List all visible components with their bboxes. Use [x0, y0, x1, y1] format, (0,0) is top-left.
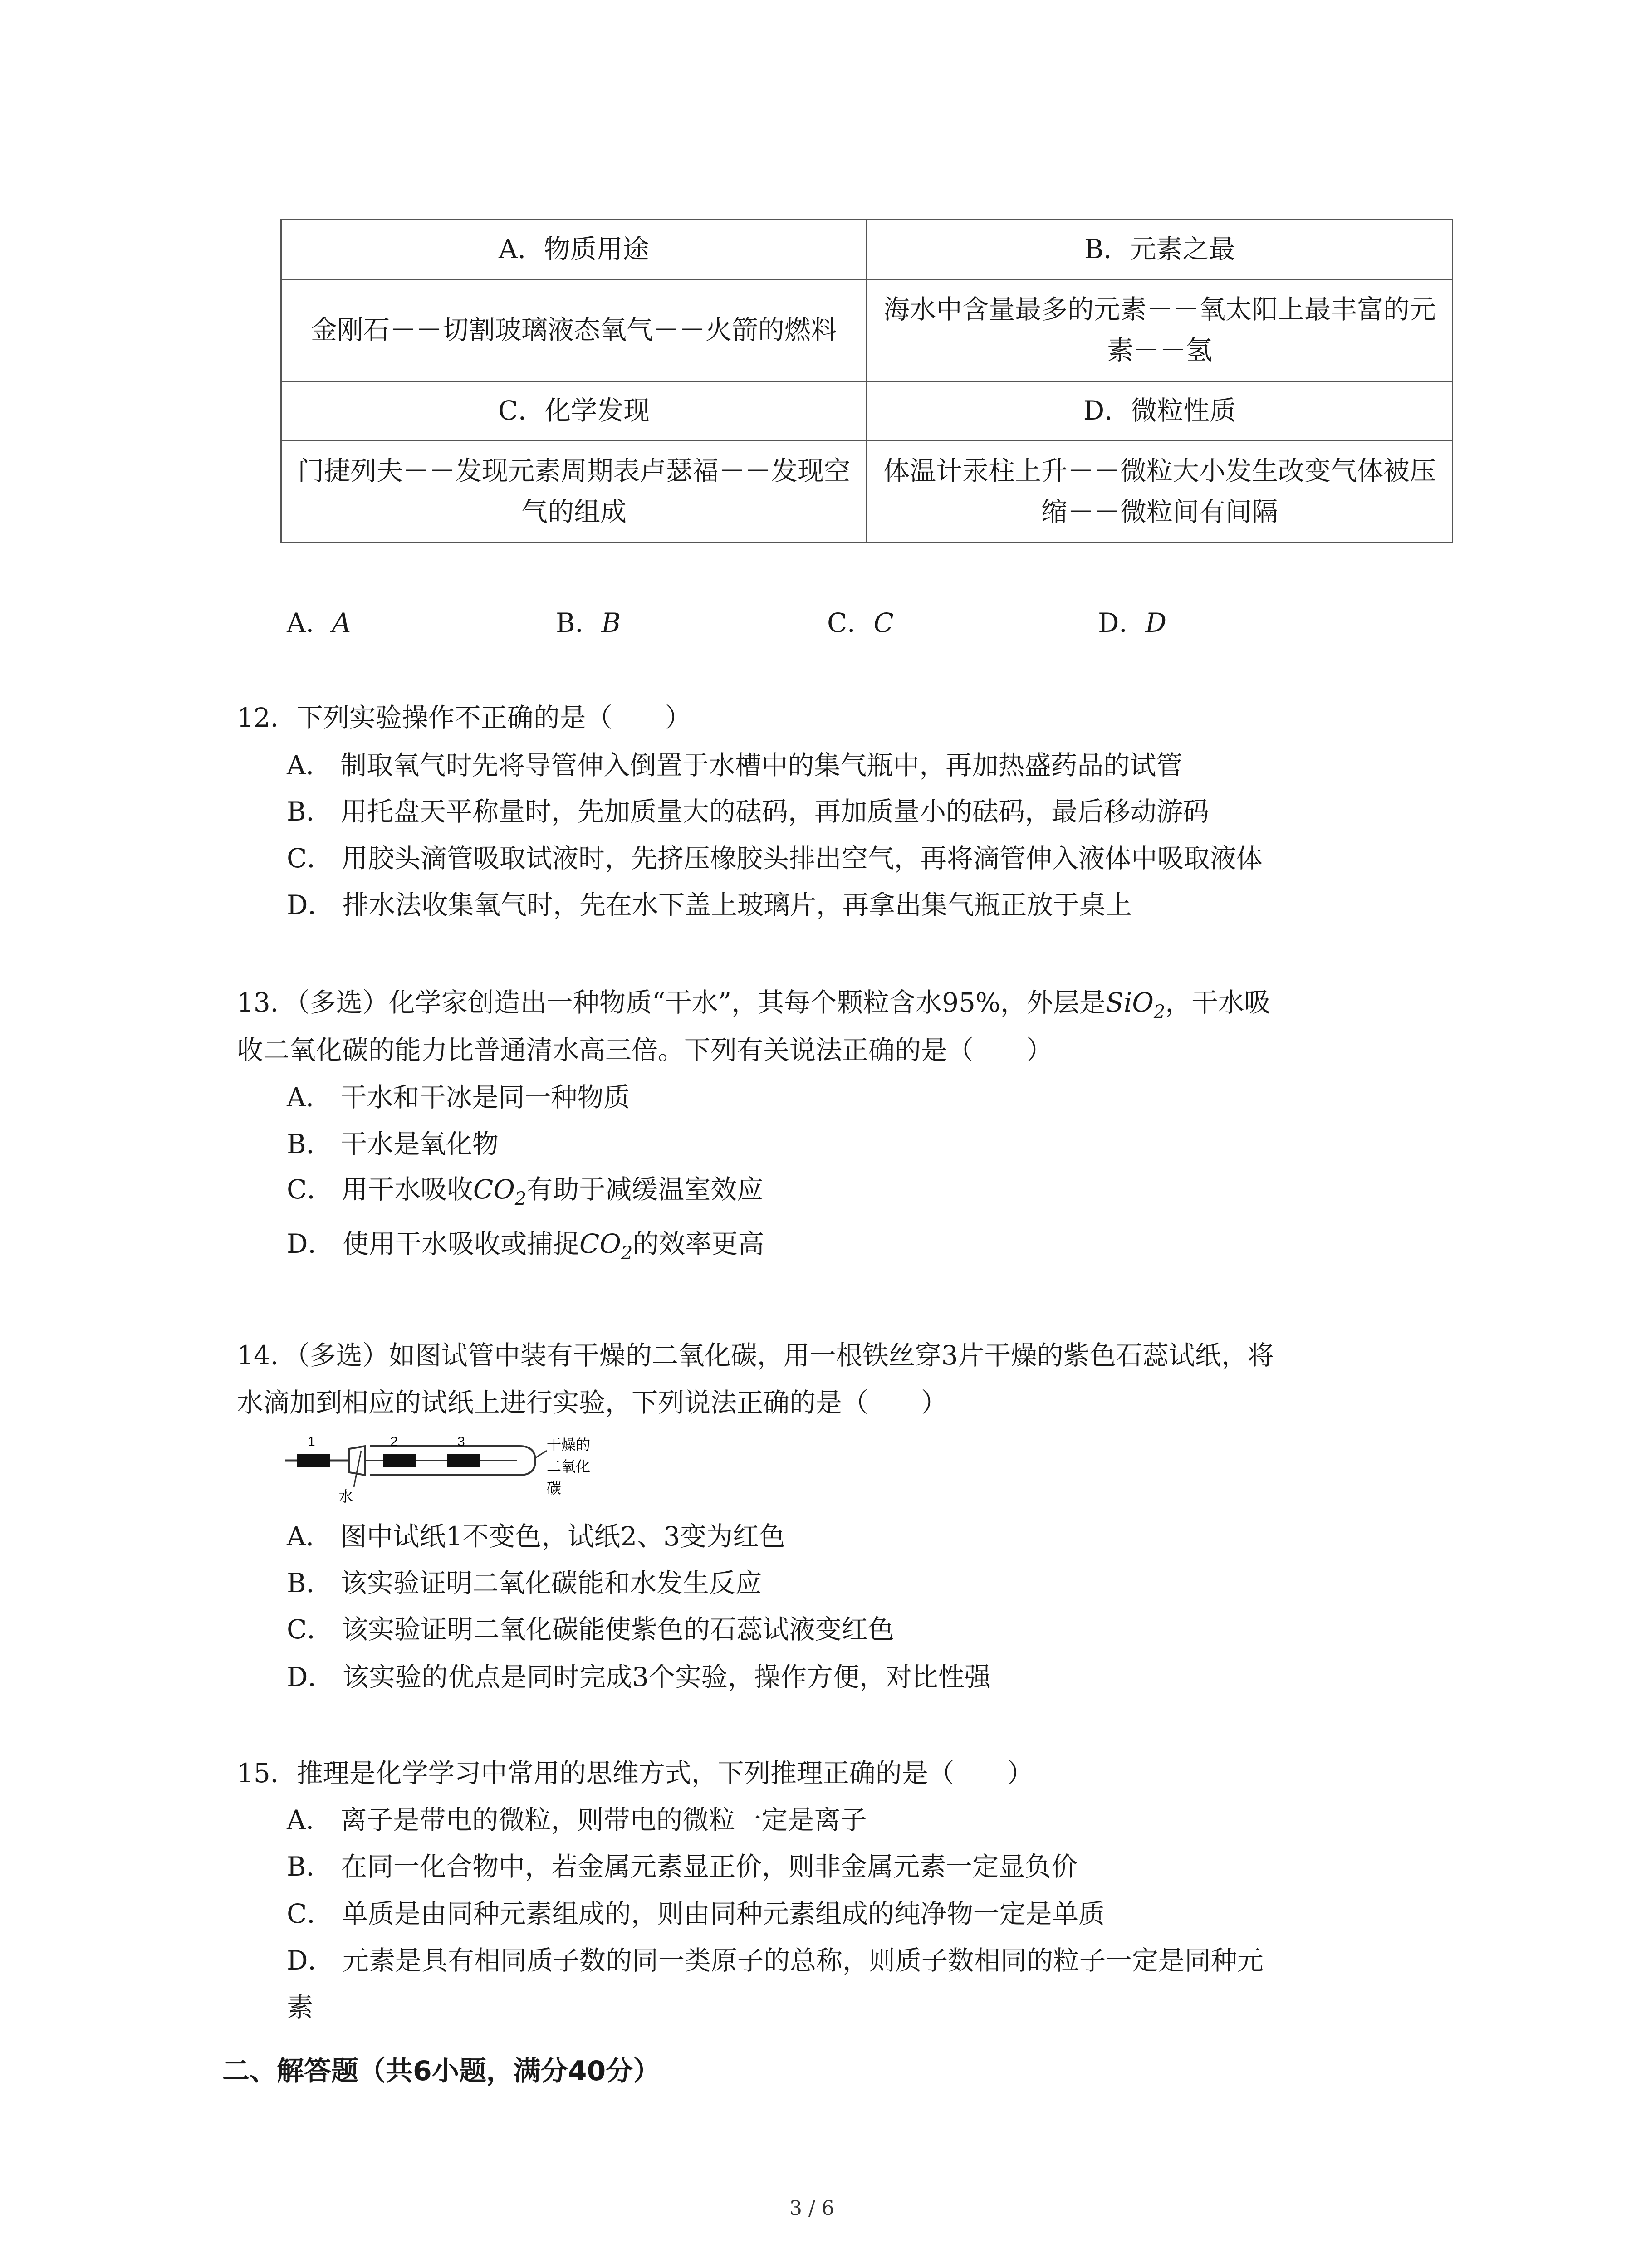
test-tube-figure — [281, 1428, 617, 1505]
q14-option-c[interactable]: C． 该实验证明二氧化碳能使紫色的石蕊试液变红色 — [287, 1614, 894, 1645]
option-text: D． 使用干水吸收或捕捉 — [287, 1228, 579, 1259]
table-cell-b: 海水中含量最多的元素－－氧太阳上最丰富的元素－－氢 — [867, 279, 1453, 381]
formula-co2: CO — [579, 1228, 621, 1259]
option-label: B． — [556, 607, 602, 638]
q13-option-d[interactable] — [287, 1222, 764, 1264]
q14-option-d[interactable]: D． 该实验的优点是同时完成3个实验，操作方便，对比性强 — [287, 1662, 991, 1692]
option-text: C． 用干水吸收 — [287, 1174, 473, 1205]
q14-stem-line1: 14．（多选）如图试管中装有干燥的二氧化碳，用一根铁丝穿3片干燥的紫色石蕊试纸，将 — [237, 1340, 1274, 1371]
stem-text: 13．（多选）化学家创造出一种物质“干水”，其每个颗粒含水95%，外层是 — [237, 987, 1106, 1018]
q15-option-c[interactable]: C． 单质是由同种元素组成的，则由同种元素组成的纯净物一定是单质 — [287, 1898, 1105, 1929]
section-title: 二、解答题（共6小题，满分40分） — [222, 2055, 661, 2087]
water-label: 水 — [338, 1488, 353, 1505]
q12-option-c[interactable]: C． 用胶头滴管吸取试液时，先挤压橡胶头排出空气，再将滴管伸入液体中吸取液体 — [287, 843, 1263, 874]
option-label: A． — [287, 607, 332, 638]
option-value: C — [873, 607, 894, 638]
q12-option-a[interactable]: A． 制取氧气时先将导管伸入倒置于水槽中的集气瓶中，再加热盛药品的试管 — [287, 750, 1183, 781]
gas-label-line1: 干燥的 — [547, 1437, 591, 1453]
paper-label-2: 2 — [390, 1434, 398, 1449]
table-header-b: B．元素之最 — [867, 220, 1453, 279]
table-header-a: A．物质用途 — [281, 220, 867, 279]
q14-stem-line2: 水滴加到相应的试纸上进行实验，下列说法正确的是（ ） — [237, 1387, 948, 1418]
formula-subscript: 2 — [621, 1243, 633, 1264]
option-value: A — [332, 607, 351, 638]
q11-option-c[interactable] — [827, 601, 894, 640]
formula-co2: CO — [473, 1174, 515, 1205]
litmus-paper-3 — [447, 1454, 480, 1467]
formula-subscript: 2 — [1153, 1002, 1166, 1022]
stem-text: ，干水吸 — [1165, 987, 1271, 1018]
option-label: C． — [827, 607, 874, 638]
q14-option-a[interactable]: A． 图中试纸1不变色，试纸2、3变为红色 — [287, 1521, 786, 1552]
formula-subscript: 2 — [514, 1188, 527, 1209]
q13-stem-line2: 收二氧化碳的能力比普通清水高三倍。下列有关说法正确的是（ ） — [237, 1035, 1053, 1066]
paper-label-1: 1 — [308, 1434, 315, 1449]
formula-sio2: SiO — [1106, 987, 1154, 1018]
q11-option-a[interactable] — [287, 601, 351, 640]
q15-option-d[interactable]: D． 元素是具有相同质子数的同一类原子的总称，则质子数相同的粒子一定是同种元 — [287, 1945, 1264, 1976]
table-cell-c: 门捷列夫－－发现元素周期表卢瑟福－－发现空气的组成 — [281, 441, 867, 543]
q13-option-a[interactable]: A． 干水和干冰是同一种物质 — [287, 1082, 630, 1113]
table-header-c: C．化学发现 — [281, 381, 867, 441]
q11-option-b[interactable] — [556, 601, 621, 640]
paper-label-3: 3 — [457, 1434, 465, 1449]
option-label: D． — [1098, 607, 1146, 638]
q11-table — [280, 219, 1453, 543]
gas-label-line2: 二氧化 — [547, 1458, 591, 1475]
table-cell-a: 金刚石－－切割玻璃液态氧气－－火箭的燃料 — [281, 279, 867, 381]
q13-option-b[interactable]: B． 干水是氧化物 — [287, 1129, 499, 1159]
option-text: 的效率更高 — [632, 1228, 764, 1259]
litmus-paper-2 — [383, 1454, 416, 1467]
table-header-d: D．微粒性质 — [867, 381, 1453, 441]
q15-stem: 15．推理是化学学习中常用的思维方式，下列推理正确的是（ ） — [237, 1758, 1034, 1789]
q13-option-c[interactable] — [287, 1168, 763, 1209]
gas-label-line3: 碳 — [547, 1480, 562, 1496]
q12-stem: 12．下列实验操作不正确的是（ ） — [237, 702, 691, 733]
q15-option-a[interactable]: A． 离子是带电的微粒，则带电的微粒一定是离子 — [287, 1804, 867, 1835]
option-value: D — [1145, 607, 1167, 638]
gas-pointer — [535, 1451, 547, 1458]
page-number: 3 / 6 — [789, 2197, 834, 2220]
table-cell-d: 体温计汞柱上升－－微粒大小发生改变气体被压缩－－微粒间有间隔 — [867, 441, 1453, 543]
q15-option-b[interactable]: B． 在同一化合物中，若金属元素显正价，则非金属元素一定显负价 — [287, 1851, 1078, 1882]
q12-option-b[interactable]: B． 用托盘天平称量时，先加质量大的砝码，再加质量小的砝码，最后移动游码 — [287, 796, 1210, 827]
q12-option-d[interactable]: D． 排水法收集氧气时，先在水下盖上玻璃片，再拿出集气瓶正放于桌上 — [287, 890, 1132, 920]
q14-option-b[interactable]: B． 该实验证明二氧化碳能和水发生反应 — [287, 1568, 762, 1598]
option-text: 有助于减缓温室效应 — [526, 1174, 764, 1205]
option-value: B — [601, 607, 621, 638]
q11-option-d[interactable] — [1098, 601, 1166, 640]
q15-option-d-continuation: 素 — [287, 1992, 314, 2023]
q13-stem-line1 — [237, 981, 1270, 1022]
litmus-paper-1 — [297, 1454, 330, 1467]
